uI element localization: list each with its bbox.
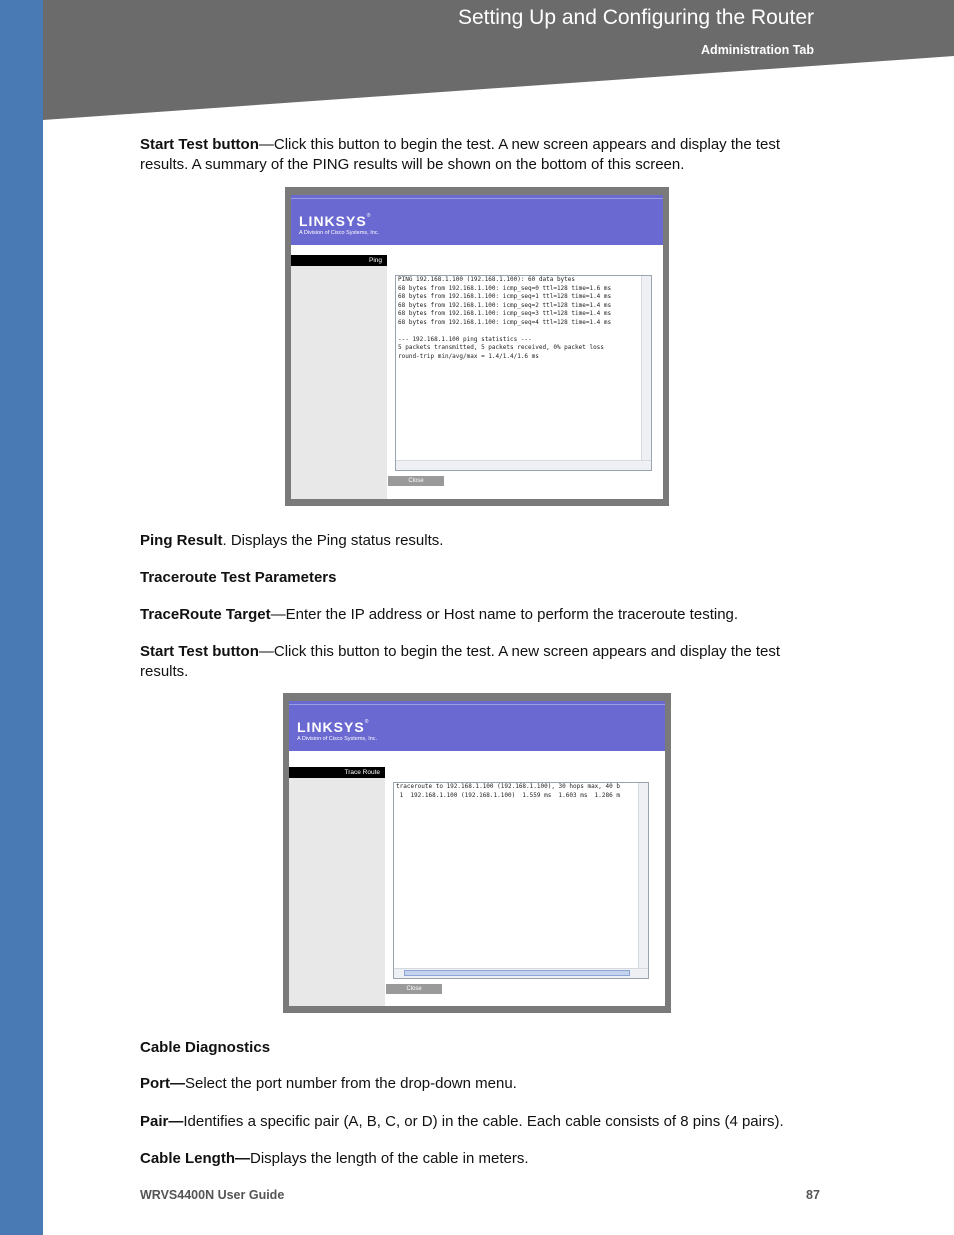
ping-output-line: [396, 327, 651, 336]
traceroute-sidebar: [289, 767, 385, 1006]
linksys-header-band: [291, 195, 663, 245]
ping-close-button[interactable]: Close: [388, 476, 444, 486]
pair-label: Pair—: [140, 1113, 184, 1130]
ping-output-line: 68 bytes from 192.168.1.100: icmp_seq=2 ttl=128 time=1.4 ms: [398, 301, 612, 309]
traceroute-target-text: —Enter the IP address or Host name to perform the traceroute testing.: [270, 606, 739, 623]
port-paragraph: [140, 1074, 820, 1094]
traceroute-horizontal-scrollbar[interactable]: [394, 968, 648, 978]
ping-horizontal-scrollbar[interactable]: [396, 460, 651, 470]
start-test-text-2: —Click this button to begin the test. A new screen appears and display the test results.: [140, 643, 781, 680]
ping-output-line: 68 bytes from 192.168.1.100: icmp_seq=4 ttl=128 time=1.4 ms: [398, 318, 612, 326]
traceroute-target-paragraph: [140, 605, 820, 625]
linksys-division-text: A Division of Cisco Systems, Inc.: [299, 230, 380, 236]
ping-output-line: --- 192.168.1.100 ping statistics ---: [398, 335, 532, 343]
ping-result-text: . Displays the Ping status results.: [222, 532, 444, 549]
traceroute-heading: Traceroute Test Parameters: [140, 569, 337, 586]
traceroute-window: [289, 701, 665, 1006]
ping-output-line: 5 packets transmitted, 5 packets received, 0% packet loss: [398, 344, 604, 351]
ping-output-box[interactable]: [395, 275, 652, 471]
ping-output-line: 68 bytes from 192.168.1.100: icmp_seq=0 ttl=128 time=1.6 ms: [398, 284, 612, 292]
traceroute-sidebar-label: Trace Route: [289, 767, 385, 778]
traceroute-close-button[interactable]: Close: [386, 984, 442, 994]
cable-length-label: Cable Length—: [140, 1150, 251, 1167]
traceroute-output-line: 1 192.168.1.100 (192.168.1.100) 1.559 ms 1.603 ms 1.286 m: [396, 791, 620, 799]
ping-sidebar-label: Ping: [291, 255, 387, 266]
cable-diagnostics-heading: Cable Diagnostics: [140, 1039, 271, 1056]
linksys-logo-2: LINKSYS®: [297, 719, 370, 735]
footer-page-number: 87: [806, 1188, 820, 1202]
linksys-header-band-2: [289, 701, 665, 751]
start-test-text-1: —Click this button to begin the test. A new screen appears and display the test results. A summary of the PING results will be shown on the bottom of this screen.: [140, 136, 781, 173]
cable-length-paragraph: [140, 1149, 820, 1169]
start-test-paragraph-1: [140, 135, 820, 175]
traceroute-target-label: TraceRoute Target: [140, 606, 271, 623]
linksys-logo: LINKSYS®: [299, 213, 372, 229]
ping-vertical-scrollbar[interactable]: [641, 276, 651, 461]
start-test-paragraph-2: [140, 642, 820, 682]
port-text: Select the port number from the drop-down menu.: [185, 1075, 517, 1092]
ping-output-line: PING 192.168.1.100 (192.168.1.100): 60 data bytes: [398, 276, 576, 283]
start-test-label-2: Start Test button: [140, 643, 259, 660]
footer-guide-title: WRVS4400N User Guide: [140, 1188, 285, 1202]
traceroute-output-box[interactable]: [393, 782, 649, 979]
traceroute-scroll-thumb[interactable]: [404, 970, 630, 976]
ping-sidebar: [291, 255, 387, 499]
traceroute-screenshot: [283, 693, 671, 1013]
ping-result-paragraph: [140, 531, 820, 551]
ping-output-line: 68 bytes from 192.168.1.100: icmp_seq=3 ttl=128 time=1.4 ms: [398, 310, 612, 317]
port-label: Port—: [140, 1075, 185, 1092]
page-header-subtitle: Administration Tab: [701, 43, 814, 57]
traceroute-output-lines: [394, 783, 648, 800]
ping-screenshot: [285, 187, 669, 506]
page-header-title: Setting Up and Configuring the Router: [457, 6, 814, 29]
start-test-label-1: Start Test button: [140, 136, 259, 153]
left-color-bar: [0, 0, 43, 1235]
traceroute-output-line: traceroute to 192.168.1.100 (192.168.1.100), 30 hops max, 40 b: [396, 783, 620, 790]
traceroute-vertical-scrollbar[interactable]: [638, 783, 648, 969]
ping-output-lines: [396, 276, 651, 361]
pair-text: Identifies a specific pair (A, B, C, or D) in the cable. Each cable consists of 8 pins (4 pairs).: [183, 1113, 784, 1130]
cable-length-text: Displays the length of the cable in meters.: [250, 1150, 529, 1167]
ping-output-line: 68 bytes from 192.168.1.100: icmp_seq=1 ttl=128 time=1.4 ms: [398, 293, 612, 300]
ping-result-label: Ping Result: [140, 532, 223, 549]
linksys-division-text-2: A Division of Cisco Systems, Inc.: [297, 736, 378, 742]
ping-output-line: round-trip min/avg/max = 1.4/1.4/1.6 ms: [398, 352, 539, 360]
pair-paragraph: [140, 1112, 820, 1132]
ping-window: [291, 195, 663, 499]
